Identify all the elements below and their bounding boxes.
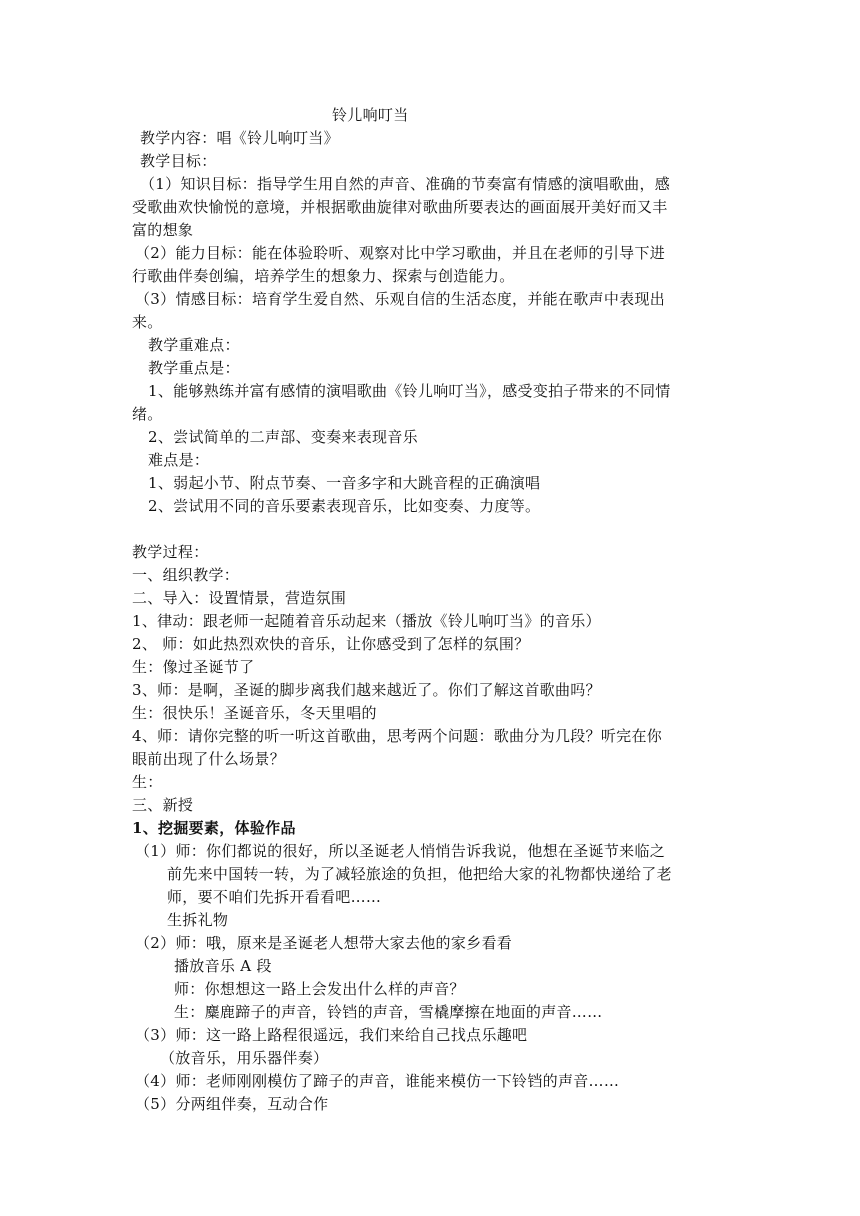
text-line: （3）师：这一路上路程很遥远，我们来给自己找点乐趣吧: [135, 1026, 528, 1044]
text-line: 三、新授: [132, 796, 194, 814]
text-line: 难点是：: [148, 451, 210, 469]
text-line: 来。: [132, 313, 163, 331]
text-line: 4、师：请你完整的听一听这首歌曲，思考两个问题：歌曲分为几段？听完在你: [132, 727, 663, 745]
text-line: 一、组织教学：: [132, 566, 240, 584]
text-line: 教学重难点：: [148, 336, 240, 354]
text-line: 生拆礼物: [167, 911, 229, 929]
text-line: 行歌曲伴奏创编，培养学生的想象力、探索与创造能力。: [132, 267, 515, 285]
text-line: 生：麋鹿蹄子的声音，铃铛的声音，雪橇摩擦在地面的声音……: [174, 1003, 603, 1021]
text-line: （5）分两组伴奏，互动合作: [135, 1095, 329, 1113]
text-line: 绪。: [132, 405, 163, 423]
text-line: 师：你想想这一路上会发出什么样的声音？: [174, 980, 465, 998]
text-line: 师，要不咱们先拆开看看吧……: [167, 888, 382, 906]
text-line: 生：像过圣诞节了: [132, 658, 255, 676]
text-line: （放音乐，用乐器伴奏）: [160, 1049, 329, 1067]
text-line: 富的想象: [132, 221, 194, 239]
subsection-heading: 1、挖掘要素，体验作品: [132, 819, 296, 837]
text-line: 教学重点是：: [148, 359, 240, 377]
text-line: 生：: [132, 773, 163, 791]
text-line: 2、 师：如此热烈欢快的音乐，让你感受到了怎样的氛围？: [132, 635, 530, 653]
text-line: 二、导入：设置情景，营造氛围: [132, 589, 347, 607]
text-line: 1、能够熟练并富有感情的演唱歌曲《铃儿响叮当》，感受变拍子带来的不同情: [148, 382, 671, 400]
text-line: （2）能力目标：能在体验聆听、观察对比中学习歌曲，并且在老师的引导下进: [135, 244, 666, 262]
text-line: 3、师：是啊，圣诞的脚步离我们越来越近了。你们了解这首歌曲吗？: [132, 681, 601, 699]
section-heading: 教学过程：: [132, 543, 209, 561]
text-line: 教学内容：唱《铃儿响叮当》: [140, 129, 339, 147]
text-line: 眼前出现了什么场景？: [132, 750, 286, 768]
text-line: 生：很快乐！圣诞音乐，冬天里唱的: [132, 704, 377, 722]
text-line: 2、尝试简单的二声部、变奏来表现音乐: [148, 428, 418, 446]
text-line: 2、尝试用不同的音乐要素表现音乐，比如变奏、力度等。: [148, 497, 541, 515]
document-title: 铃儿响叮当: [332, 106, 409, 124]
text-line: 受歌曲欢快愉悦的意境，并根据歌曲旋律对歌曲所要表达的画面展开美好而又丰: [132, 198, 668, 216]
text-line: （4）师：老师刚刚模仿了蹄子的声音，谁能来模仿一下铃铛的声音……: [135, 1072, 620, 1090]
text-line: 1、律动：跟老师一起随着音乐动起来（播放《铃儿响叮当》的音乐）: [132, 612, 601, 630]
text-line: 播放音乐 A 段: [174, 957, 272, 975]
text-line: 1、弱起小节、附点节奏、一音多字和大跳音程的正确演唱: [148, 474, 541, 492]
text-line: 教学目标：: [140, 152, 217, 170]
text-line: （1）师：你们都说的很好，所以圣诞老人悄悄告诉我说，他想在圣诞节来临之: [135, 842, 666, 860]
text-line: （3）情感目标：培育学生爱自然、乐观自信的生活态度，并能在歌声中表现出: [135, 290, 666, 308]
text-line: （1）知识目标：指导学生用自然的声音、准确的节奏富有情感的演唱歌曲，感: [140, 175, 671, 193]
text-line: （2）师：哦，原来是圣诞老人想带大家去他的家乡看看: [135, 934, 513, 952]
text-line: 前先来中国转一转，为了减轻旅途的负担，他把给大家的礼物都快递给了老: [167, 865, 672, 883]
